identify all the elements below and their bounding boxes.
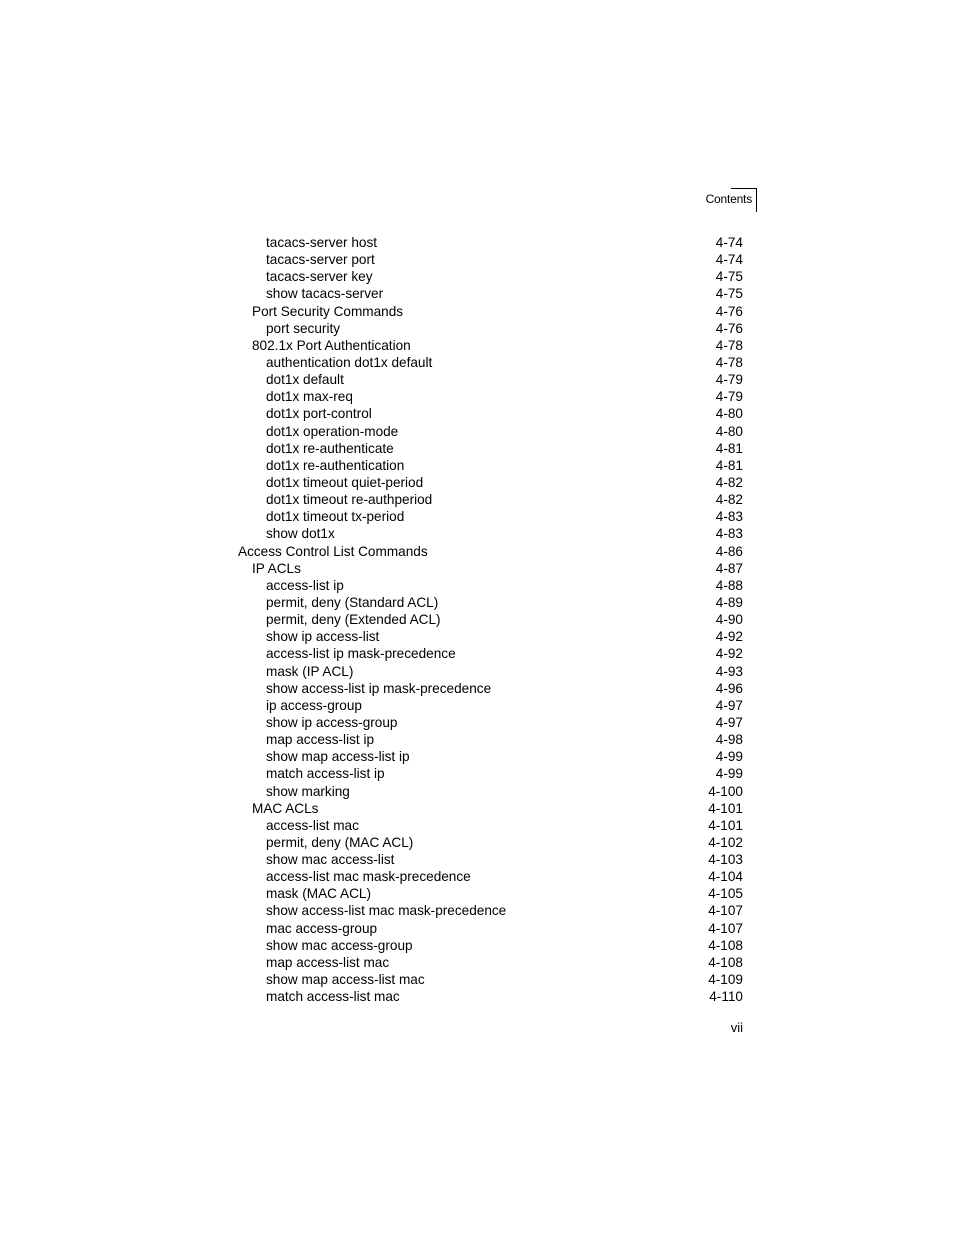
toc-entry[interactable] [238, 885, 743, 902]
toc-entry[interactable] [238, 611, 743, 628]
toc-entry-page: 4-99 [715, 766, 743, 782]
toc-entry[interactable] [238, 388, 743, 405]
toc-entry[interactable] [238, 474, 743, 491]
toc-entry-page: 4-97 [715, 714, 743, 730]
toc-entry-title: match access-list ip [266, 766, 385, 782]
toc-entry[interactable] [238, 543, 743, 560]
toc-entry-title: port security [266, 320, 341, 336]
toc-entry[interactable] [238, 902, 743, 919]
toc-entry[interactable] [238, 268, 743, 285]
toc-entry-page: 4-109 [708, 972, 743, 988]
toc-entry[interactable] [238, 748, 743, 765]
toc-entry-title: show access-list mac mask-precedence [266, 903, 507, 919]
toc-entry-page: 4-107 [708, 920, 743, 936]
toc-entry[interactable] [238, 628, 743, 645]
toc-entry[interactable] [238, 800, 743, 817]
toc-entry-page: 4-102 [708, 834, 743, 850]
toc-entry-title: show map access-list ip [266, 749, 410, 765]
toc-entry-page: 4-99 [715, 749, 743, 765]
toc-entry[interactable] [238, 251, 743, 268]
toc-entry-title: dot1x timeout quiet-period [266, 474, 424, 490]
toc-entry-title: show map access-list mac [266, 972, 425, 988]
toc-entry-page: 4-101 [708, 800, 743, 816]
toc-entry-page: 4-107 [708, 903, 743, 919]
toc-entry-page: 4-78 [715, 337, 743, 353]
toc-entry[interactable] [238, 337, 743, 354]
toc-entry-title: access-list ip mask-precedence [266, 646, 456, 662]
toc-entry-title: show access-list ip mask-precedence [266, 680, 492, 696]
toc-entry-title: show marking [266, 783, 350, 799]
toc-entry[interactable] [238, 285, 743, 302]
toc-entry-page: 4-88 [715, 577, 743, 593]
header-label: Contents [705, 192, 752, 206]
toc-entry[interactable] [238, 234, 743, 251]
toc-entry-title: access-list mac mask-precedence [266, 869, 471, 885]
header-rule-side [756, 188, 757, 212]
toc-entry[interactable] [238, 354, 743, 371]
toc-entry-title: authentication dot1x default [266, 354, 433, 370]
toc-entry-title: dot1x re-authentication [266, 457, 405, 473]
toc-entry-title: dot1x re-authenticate [266, 440, 394, 456]
toc-entry-title: 802.1x Port Authentication [252, 337, 411, 353]
toc-entry[interactable] [238, 697, 743, 714]
toc-entry-page: 4-74 [715, 235, 743, 250]
toc-entry-page: 4-103 [708, 852, 743, 868]
page-number: vii [730, 1020, 743, 1035]
toc-entry[interactable] [238, 508, 743, 525]
toc-entry[interactable] [238, 680, 743, 697]
toc-entry-page: 4-83 [715, 526, 743, 542]
toc-entry-page: 4-90 [715, 612, 743, 628]
toc-entry[interactable] [238, 577, 743, 594]
toc-entry-page: 4-75 [715, 269, 743, 285]
toc-entry[interactable] [238, 405, 743, 422]
table-of-contents [238, 234, 743, 1005]
toc-entry[interactable] [238, 525, 743, 542]
toc-entry-title: dot1x port-control [266, 406, 372, 422]
toc-entry-page: 4-97 [715, 697, 743, 713]
toc-entry-title: show ip access-list [266, 629, 380, 645]
toc-entry-page: 4-83 [715, 509, 743, 525]
toc-entry-page: 4-80 [715, 406, 743, 422]
toc-entry[interactable] [238, 937, 743, 954]
toc-entry[interactable] [238, 920, 743, 937]
toc-entry[interactable] [238, 714, 743, 731]
toc-entry-page: 4-92 [715, 646, 743, 662]
toc-entry-page: 4-108 [708, 954, 743, 970]
toc-entry-title: ip access-group [266, 697, 362, 713]
toc-entry[interactable] [238, 560, 743, 577]
toc-entry-title: permit, deny (Extended ACL) [266, 612, 441, 628]
toc-entry-page: 4-81 [715, 457, 743, 473]
toc-entry[interactable] [238, 371, 743, 388]
toc-entry-title: tacacs-server host [266, 235, 378, 250]
toc-entry[interactable] [238, 783, 743, 800]
toc-entry-title: dot1x max-req [266, 389, 353, 405]
toc-entry-page: 4-79 [715, 372, 743, 388]
toc-entry[interactable] [238, 594, 743, 611]
toc-entry-page: 4-96 [715, 680, 743, 696]
toc-entry-title: IP ACLs [252, 560, 301, 576]
toc-entry-page: 4-108 [708, 937, 743, 953]
toc-entry-title: Access Control List Commands [238, 543, 428, 559]
toc-entry-title: dot1x operation-mode [266, 423, 399, 439]
toc-entry[interactable] [238, 423, 743, 440]
toc-entry-title: tacacs-server key [266, 269, 373, 285]
toc-entry-title: dot1x timeout re-authperiod [266, 492, 433, 508]
toc-entry-page: 4-98 [715, 732, 743, 748]
running-header [0, 0, 954, 220]
toc-entry[interactable] [238, 765, 743, 782]
toc-entry[interactable] [238, 851, 743, 868]
toc-entry-page: 4-79 [715, 389, 743, 405]
toc-entry-page: 4-74 [715, 252, 743, 268]
toc-entry[interactable] [238, 971, 743, 988]
toc-entry[interactable] [238, 817, 743, 834]
toc-entry[interactable] [238, 988, 743, 1005]
toc-entry[interactable] [238, 663, 743, 680]
toc-entry[interactable] [238, 320, 743, 337]
toc-entry[interactable] [238, 868, 743, 885]
toc-entry-title: access-list ip [266, 577, 344, 593]
toc-entry-page: 4-100 [708, 783, 743, 799]
toc-entry-title: show mac access-group [266, 937, 413, 953]
header-rule-top [731, 188, 757, 189]
toc-entry[interactable] [238, 645, 743, 662]
toc-entry[interactable] [238, 954, 743, 971]
toc-entry-page: 4-80 [715, 423, 743, 439]
toc-entry-page: 4-82 [715, 474, 743, 490]
toc-entry[interactable] [238, 440, 743, 457]
toc-entry-title: permit, deny (Standard ACL) [266, 594, 439, 610]
toc-entry-title: dot1x timeout tx-period [266, 509, 405, 525]
toc-entry-page: 4-75 [715, 286, 743, 302]
toc-entry-title: tacacs-server port [266, 252, 375, 268]
toc-entry[interactable] [238, 834, 743, 851]
toc-entry-title: show mac access-list [266, 852, 395, 868]
toc-entry-page: 4-76 [715, 303, 743, 319]
toc-entry-page: 4-92 [715, 629, 743, 645]
toc-entry-title: access-list mac [266, 817, 359, 833]
toc-entry-title: map access-list ip [266, 732, 375, 748]
toc-entry-title: map access-list mac [266, 954, 390, 970]
toc-entry-title: mask (IP ACL) [266, 663, 354, 679]
toc-entry-page: 4-81 [715, 440, 743, 456]
toc-entry-page: 4-78 [715, 354, 743, 370]
toc-entry-title: Port Security Commands [252, 303, 404, 319]
toc-entry-title: match access-list mac [266, 989, 400, 1005]
toc-entry-page: 4-89 [715, 594, 743, 610]
toc-entry-title: MAC ACLs [252, 800, 319, 816]
toc-entry-page: 4-110 [709, 989, 743, 1005]
toc-entry-page: 4-82 [715, 492, 743, 508]
toc-entry-page: 4-93 [715, 663, 743, 679]
toc-entry-title: show dot1x [266, 526, 335, 542]
toc-entry-title: mac access-group [266, 920, 378, 936]
toc-entry[interactable] [238, 491, 743, 508]
toc-entry-page: 4-87 [715, 560, 743, 576]
toc-entry[interactable] [238, 303, 743, 320]
toc-entry-title: show tacacs-server [266, 286, 384, 302]
toc-entry-title: show ip access-group [266, 714, 398, 730]
toc-entry-page: 4-104 [708, 869, 743, 885]
toc-entry-title: mask (MAC ACL) [266, 886, 371, 902]
toc-entry-title: dot1x default [266, 372, 344, 388]
toc-entry-page: 4-76 [715, 320, 743, 336]
toc-entry-page: 4-105 [708, 886, 743, 902]
toc-entry-page: 4-101 [708, 817, 743, 833]
toc-entry[interactable] [238, 731, 743, 748]
toc-entry-title: permit, deny (MAC ACL) [266, 834, 414, 850]
toc-entry-page: 4-86 [715, 543, 743, 559]
toc-entry[interactable] [238, 457, 743, 474]
